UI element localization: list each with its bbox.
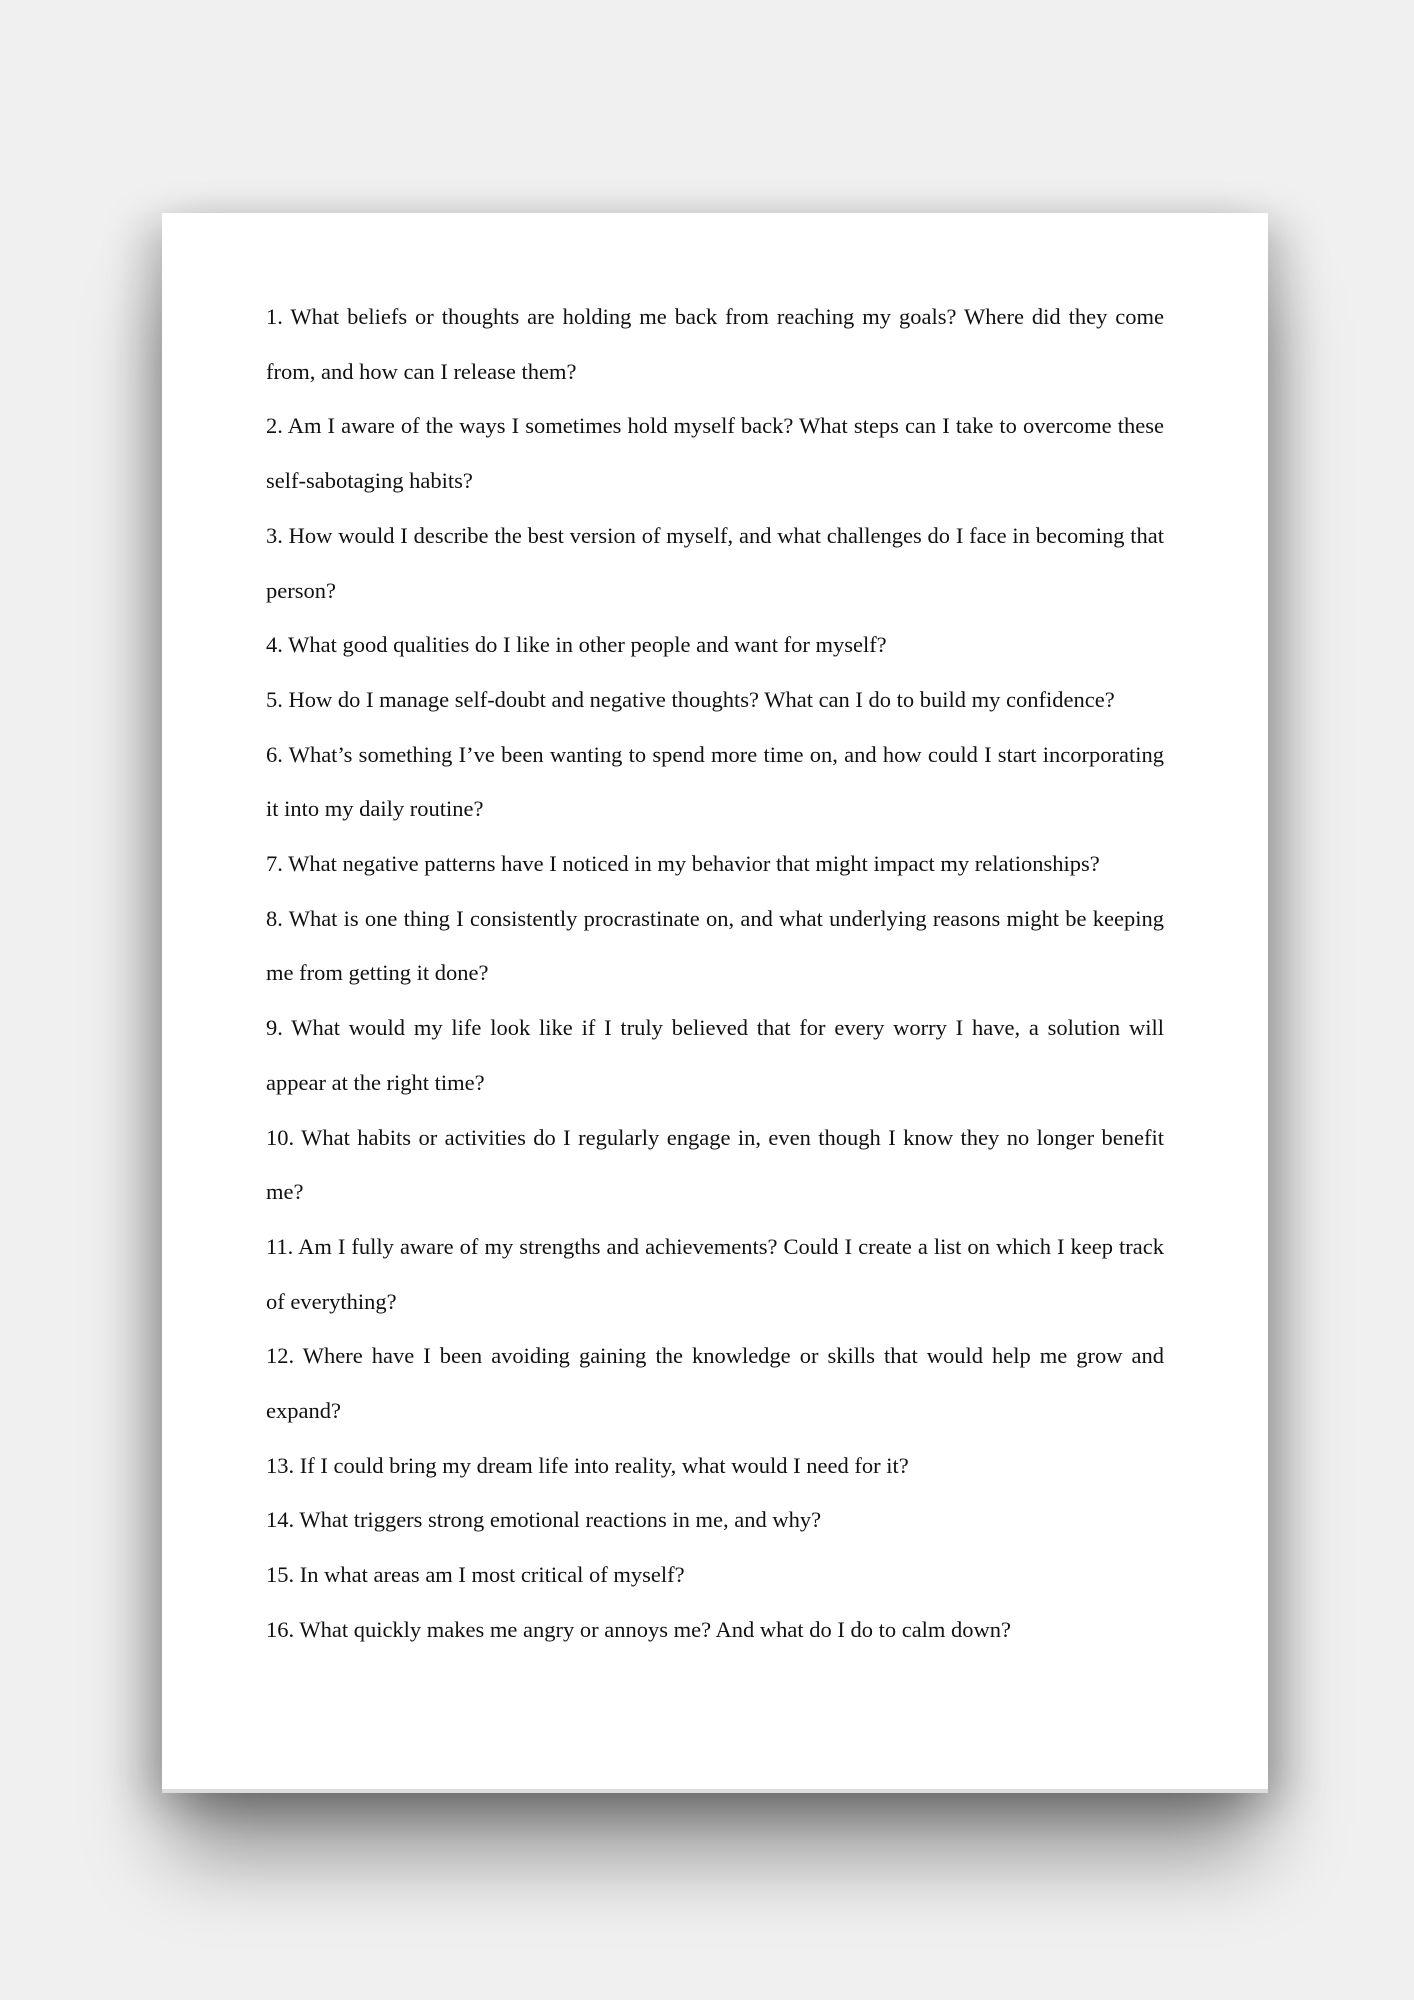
question-item: 16. What quickly makes me angry or annoys me? And what do I do to calm down? (266, 1616, 1012, 1642)
question-item: 4. What good qualities do I like in other people and want for myself? (266, 632, 887, 658)
document-page (162, 213, 1268, 1793)
question-item: 9. What would my life look like if I truly believed that for every worry I have, a solution will appear at the right time? (266, 1015, 1164, 1095)
question-item: 14. What triggers strong emotional reactions in me, and why? (266, 1507, 822, 1533)
question-item: 5. How do I manage self-doubt and negative thoughts? What can I do to build my confidence? (266, 686, 1115, 712)
question-item: 10. What habits or activities do I regularly engage in, even though I know they no longer benefit me? (266, 1124, 1164, 1205)
question-item: 8. What is one thing I consistently procrastinate on, and what underlying reasons might be keeping me from getting it done? (266, 905, 1164, 986)
question-item: 15. In what areas am I most critical of myself? (266, 1562, 685, 1588)
question-item: 7. What negative patterns have I noticed in my behavior that might impact my relationships? (266, 851, 1100, 877)
question-item: 1. What beliefs or thoughts are holding me back from reaching my goals? Where did they come from, and how can I release them? (266, 304, 1164, 384)
question-item: 13. If I could bring my dream life into reality, what would I need for it? (266, 1452, 909, 1478)
question-item: 11. Am I fully aware of my strengths and achievements? Could I create a list on which I keep track of everything? (266, 1233, 1164, 1314)
question-item: 2. Am I aware of the ways I sometimes hold myself back? What steps can I take to overcome these self-sabotaging habits? (266, 413, 1164, 494)
question-item: 12. Where have I been avoiding gaining the knowledge or skills that would help me grow and expand? (266, 1343, 1164, 1424)
question-item: 6. What’s something I’ve been wanting to spend more time on, and how could I start incorporating it into my daily routine? (266, 741, 1164, 822)
question-list (266, 290, 1164, 1658)
question-item: 3. How would I describe the best version of myself, and what challenges do I face in becoming that person? (266, 522, 1164, 603)
